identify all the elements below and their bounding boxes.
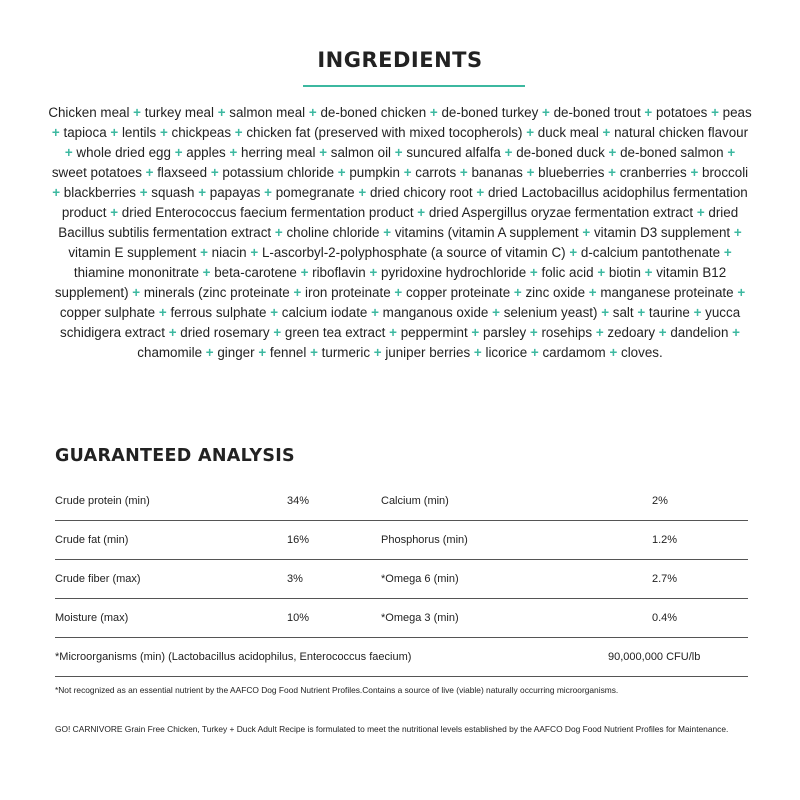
- plus-separator: +: [274, 225, 283, 240]
- plus-separator: +: [737, 285, 746, 300]
- plus-separator: +: [310, 345, 318, 360]
- ingredient-item: manganese proteinate: [600, 285, 734, 300]
- plus-separator: +: [417, 205, 426, 220]
- ingredient-item: juniper berries: [385, 345, 471, 360]
- ingredient-item: carrots: [415, 165, 457, 180]
- ingredient-item: ferrous sulphate: [170, 305, 267, 320]
- nutrient-value: 2%: [652, 495, 668, 507]
- plus-separator: +: [588, 285, 597, 300]
- ingredient-item: minerals (zinc proteinate: [143, 285, 290, 300]
- ingredient-item: de-boned turkey: [441, 105, 539, 120]
- ingredient-item: broccoli: [702, 165, 749, 180]
- plus-separator: +: [637, 305, 646, 320]
- plus-separator: +: [145, 165, 154, 180]
- ingredient-item: dried Aspergillus oryzae fermentation extract: [428, 205, 694, 220]
- ingredient-item: blueberries: [538, 165, 605, 180]
- plus-separator: +: [200, 245, 208, 260]
- ingredient-item: cranberries: [619, 165, 687, 180]
- nutrient-value: 1.2%: [652, 534, 678, 546]
- ingredient-item: herring meal: [241, 145, 316, 160]
- ingredient-item: dandelion: [670, 325, 729, 340]
- plus-separator: +: [369, 265, 378, 280]
- plus-separator: +: [476, 185, 485, 200]
- plus-separator: +: [608, 145, 617, 160]
- plus-separator: +: [733, 225, 742, 240]
- nutrient-value: 0.4%: [652, 612, 678, 624]
- ingredient-item: blackberries: [63, 185, 136, 200]
- ingredient-item: peppermint: [400, 325, 468, 340]
- plus-separator: +: [174, 145, 183, 160]
- ingredient-item: salmon oil: [330, 145, 392, 160]
- ingredient-item: turmeric: [321, 345, 371, 360]
- ingredient-item: zinc oxide: [525, 285, 586, 300]
- ingredient-item: dried rosemary: [180, 325, 270, 340]
- plus-separator: +: [492, 305, 500, 320]
- analysis-row: [55, 482, 748, 521]
- ingredient-item: zedoary: [607, 325, 656, 340]
- plus-separator: +: [595, 325, 604, 340]
- ingredient-item: natural chicken flavour: [614, 125, 749, 140]
- ingredients-list: [48, 103, 752, 363]
- plus-separator: +: [394, 285, 403, 300]
- ingredient-item: copper sulphate: [59, 305, 156, 320]
- plus-separator: +: [394, 145, 403, 160]
- plus-separator: +: [159, 125, 168, 140]
- plus-separator: +: [234, 125, 243, 140]
- plus-separator: +: [403, 165, 412, 180]
- footnote-aafco: *Not recognized as an essential nutrient by the AAFCO Dog Food Nutrient Profiles.Contains a source of live (viable) naturally occurring microorganisms.: [55, 685, 619, 695]
- plus-separator: +: [727, 145, 736, 160]
- plus-separator: +: [693, 305, 702, 320]
- ingredient-item: vitamins (vitamin A supplement: [394, 225, 579, 240]
- ingredient-item: ginger: [217, 345, 255, 360]
- plus-separator: +: [723, 245, 732, 260]
- footnote-formulation: GO! CARNIVORE Grain Free Chicken, Turkey + Duck Adult Recipe is formulated to meet the nutritional levels established by the AAFCO Dog Food Nutrient Profiles for Maintenance.: [55, 724, 729, 734]
- ingredient-item: selenium yeast): [503, 305, 598, 320]
- plus-separator: +: [139, 185, 148, 200]
- microorganisms-value: 90,000,000 CFU/lb: [608, 651, 701, 663]
- plus-separator: +: [337, 165, 346, 180]
- ingredient-item: vitamin D3 supplement: [593, 225, 731, 240]
- nutrient-label: Calcium (min): [381, 495, 449, 507]
- plus-separator: +: [609, 345, 618, 360]
- ingredient-item: iron proteinate: [305, 285, 391, 300]
- ingredient-item: salt: [612, 305, 634, 320]
- ingredient-item: flaxseed: [157, 165, 208, 180]
- nutrient-label: Moisture (max): [55, 612, 129, 624]
- plus-separator: +: [569, 245, 578, 260]
- nutrient-value: 3%: [287, 573, 303, 585]
- nutrient-label: Crude fiber (max): [55, 573, 141, 585]
- plus-separator: +: [64, 145, 73, 160]
- ingredient-item: fennel: [269, 345, 307, 360]
- plus-separator: +: [383, 225, 392, 240]
- plus-separator: +: [429, 105, 438, 120]
- plus-separator: +: [319, 145, 328, 160]
- ingredient-item: chickpeas: [171, 125, 232, 140]
- ingredient-item: pyridoxine hydrochloride: [381, 265, 527, 280]
- ingredient-item: manganous oxide: [382, 305, 489, 320]
- plus-separator: +: [358, 185, 367, 200]
- plus-separator: +: [293, 285, 302, 300]
- ingredient-item: taurine: [648, 305, 690, 320]
- ingredient-item: calcium iodate: [281, 305, 368, 320]
- plus-separator: +: [526, 125, 535, 140]
- plus-separator: +: [250, 245, 259, 260]
- ingredient-item: rosehips: [541, 325, 593, 340]
- ingredient-item: thiamine mononitrate: [73, 265, 199, 280]
- nutrient-value: 10%: [287, 612, 310, 624]
- ingredient-item: whole dried egg: [76, 145, 171, 160]
- analysis-title: GUARANTEED ANALYSIS: [55, 446, 295, 466]
- nutrient-value: 2.7%: [652, 573, 678, 585]
- plus-separator: +: [110, 125, 119, 140]
- plus-separator: +: [270, 305, 279, 320]
- plus-separator: +: [711, 105, 719, 120]
- ingredient-item: pomegranate: [275, 185, 355, 200]
- ingredient-item: L-ascorbyl-2-polyphosphate (a source of vitamin C): [261, 245, 566, 260]
- ingredient-item: tapioca: [63, 125, 107, 140]
- analysis-row: [55, 521, 748, 560]
- nutrient-label: *Omega 3 (min): [381, 612, 459, 624]
- analysis-table: [55, 482, 748, 677]
- ingredient-item: dried Enterococcus faecium fermentation product: [121, 205, 414, 220]
- plus-separator: +: [530, 345, 539, 360]
- plus-separator: +: [110, 205, 119, 220]
- ingredient-item: dried Bacillus subtilis fermentation extract: [58, 205, 739, 240]
- plus-separator: +: [608, 165, 616, 180]
- analysis-row: [55, 560, 748, 599]
- plus-separator: +: [371, 305, 379, 320]
- plus-separator: +: [644, 265, 653, 280]
- ingredient-item: vitamin B12 supplement): [54, 265, 727, 300]
- ingredient-item: biotin: [608, 265, 641, 280]
- plus-separator: +: [529, 325, 538, 340]
- plus-separator: +: [52, 185, 61, 200]
- nutrient-value: 34%: [287, 495, 310, 507]
- nutrient-label: Crude protein (min): [55, 495, 150, 507]
- ingredient-item: copper proteinate: [405, 285, 511, 300]
- microorganisms-label: *Microorganisms (min) (Lactobacillus acidophilus, Enterococcus faecium): [55, 651, 412, 663]
- ingredient-item: potatoes: [655, 105, 708, 120]
- plus-separator: +: [529, 265, 538, 280]
- ingredient-item: peas: [722, 105, 752, 120]
- plus-separator: +: [690, 165, 699, 180]
- plus-separator: +: [513, 285, 522, 300]
- nutrient-label: Phosphorus (min): [381, 534, 468, 546]
- ingredient-item: salmon meal: [229, 105, 306, 120]
- plus-separator: +: [601, 305, 610, 320]
- ingredient-item: chicken fat (preserved with mixed tocopherols): [246, 125, 523, 140]
- microorganisms-row: [55, 638, 748, 677]
- plus-separator: +: [198, 185, 207, 200]
- ingredient-item: squash: [151, 185, 195, 200]
- ingredient-item: de-boned chicken: [320, 105, 427, 120]
- ingredient-item: de-boned trout: [553, 105, 641, 120]
- ingredient-item: turkey meal: [144, 105, 214, 120]
- ingredient-item: potassium chloride: [222, 165, 335, 180]
- plus-separator: +: [658, 325, 667, 340]
- plus-separator: +: [133, 105, 141, 120]
- ingredient-item: beta-carotene: [214, 265, 297, 280]
- ingredient-item: parsley: [482, 325, 527, 340]
- ingredient-item: folic acid: [541, 265, 594, 280]
- plus-separator: +: [597, 265, 606, 280]
- ingredient-item: licorice: [485, 345, 528, 360]
- plus-separator: +: [158, 305, 167, 320]
- title-underline: [303, 85, 525, 87]
- ingredient-item: cloves.: [621, 345, 663, 360]
- plus-separator: +: [300, 265, 309, 280]
- plus-separator: +: [202, 265, 211, 280]
- plus-separator: +: [644, 105, 653, 120]
- ingredient-item: pumpkin: [349, 165, 400, 180]
- ingredient-item: apples: [186, 145, 226, 160]
- plus-separator: +: [602, 125, 611, 140]
- ingredient-item: lentils: [121, 125, 157, 140]
- plus-separator: +: [732, 325, 740, 340]
- plus-separator: +: [471, 325, 480, 340]
- plus-separator: +: [373, 345, 382, 360]
- plus-separator: +: [168, 325, 177, 340]
- ingredient-item: vitamin E supplement: [68, 245, 197, 260]
- ingredient-item: d-calcium pantothenate: [580, 245, 721, 260]
- ingredient-item: de-boned salmon: [620, 145, 724, 160]
- ingredient-item: green tea extract: [284, 325, 386, 340]
- ingredient-item: choline chloride: [286, 225, 380, 240]
- ingredient-item: chamomile: [137, 345, 203, 360]
- ingredient-item: cardamom: [542, 345, 606, 360]
- ingredient-item: bananas: [471, 165, 523, 180]
- plus-separator: +: [459, 165, 468, 180]
- plus-separator: +: [132, 285, 141, 300]
- ingredient-item: duck meal: [537, 125, 599, 140]
- ingredient-item: dried chicory root: [369, 185, 473, 200]
- plus-separator: +: [504, 145, 513, 160]
- ingredient-item: sweet potatoes: [51, 165, 142, 180]
- nutrient-label: *Omega 6 (min): [381, 573, 459, 585]
- plus-separator: +: [229, 145, 238, 160]
- plus-separator: +: [526, 165, 535, 180]
- ingredient-item: papayas: [209, 185, 261, 200]
- ingredient-item: yucca schidigera extract: [60, 305, 741, 340]
- plus-separator: +: [389, 325, 397, 340]
- ingredient-item: suncured alfalfa: [406, 145, 501, 160]
- plus-separator: +: [258, 345, 267, 360]
- plus-separator: +: [582, 225, 591, 240]
- plus-separator: +: [217, 105, 226, 120]
- plus-separator: +: [542, 105, 550, 120]
- plus-separator: +: [205, 345, 214, 360]
- plus-separator: +: [473, 345, 482, 360]
- analysis-row: [55, 599, 748, 638]
- ingredient-item: niacin: [211, 245, 247, 260]
- plus-separator: +: [51, 125, 60, 140]
- plus-separator: +: [696, 205, 705, 220]
- ingredient-item: dried Lactobacillus acidophilus fermentation product: [61, 185, 748, 220]
- nutrient-value: 16%: [287, 534, 310, 546]
- ingredient-item: de-boned duck: [516, 145, 605, 160]
- ingredients-title: INGREDIENTS: [317, 48, 483, 72]
- nutrient-label: Crude fat (min): [55, 534, 129, 546]
- ingredient-item: Chicken meal: [48, 105, 130, 120]
- plus-separator: +: [308, 105, 317, 120]
- plus-separator: +: [210, 165, 219, 180]
- plus-separator: +: [264, 185, 272, 200]
- ingredient-item: riboflavin: [312, 265, 366, 280]
- plus-separator: +: [273, 325, 282, 340]
